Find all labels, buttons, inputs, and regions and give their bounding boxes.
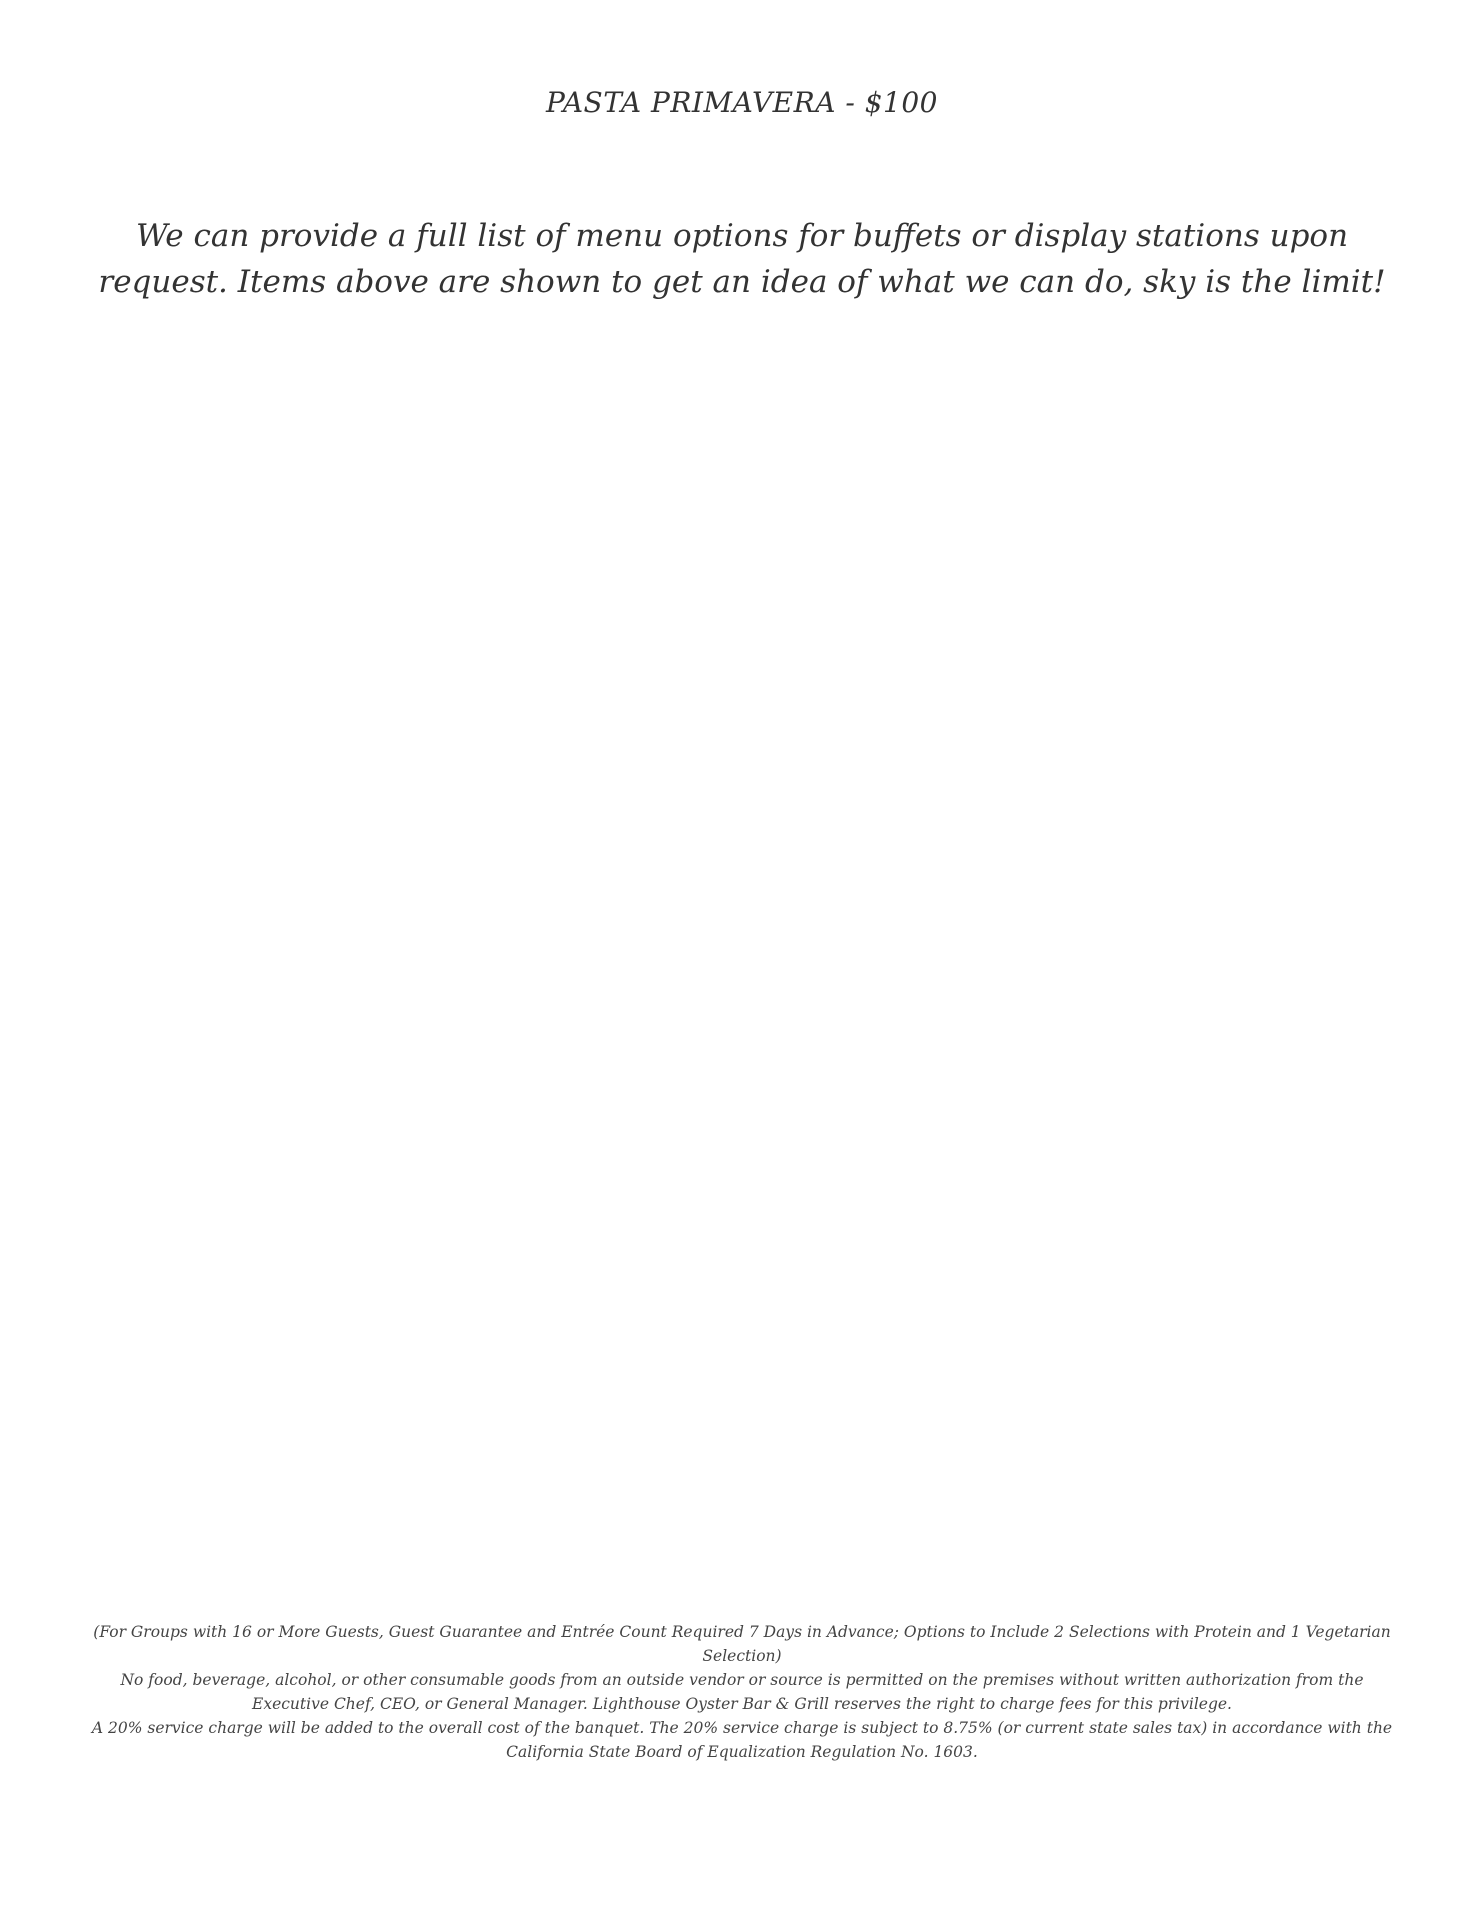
banquet-terms-footer <box>80 1620 1404 1764</box>
groups-note: (For Groups with 16 or More Guests, Guest Guarantee and Entrée Count Required 7 Days in Advance; Options to Include 2 Selections with Protein and 1 Vegetarian Selection) <box>93 1623 1391 1665</box>
menu-intro-text: We can provide a full list of menu options for buffets or display stations upon request. Items above are shown to get an idea of what we can do, sky is the limit! <box>98 218 1386 300</box>
service-charge-note: A 20% service charge will be added to the overall cost of the banquet. The 20% service charge is subject to 8.75% (or current state sales tax) in accordance with the California State Board of Equalization Regulation No. 1603. <box>91 1719 1393 1761</box>
outside-food-policy: No food, beverage, alcohol, or other consumable goods from an outside vendor or source is permitted on the premises without written authorization from the Executive Chef, CEO, or General Manager. Lighthouse Oyster Bar & Grill reserves the right to charge fees for this privilege. <box>120 1671 1364 1713</box>
menu-item-title: PASTA PRIMAVERA - $100 <box>546 86 938 119</box>
